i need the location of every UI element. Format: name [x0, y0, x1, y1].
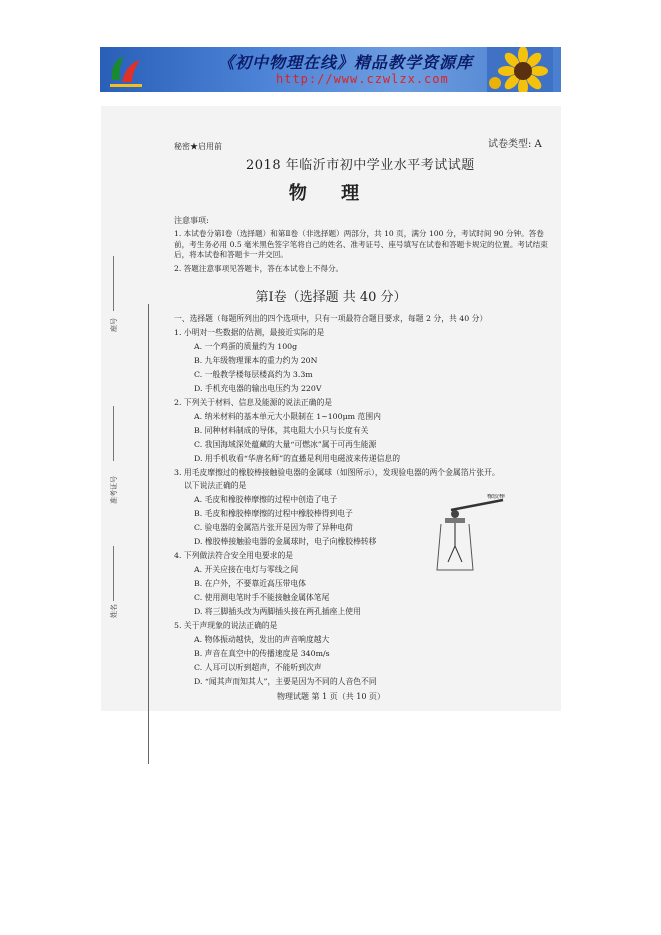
name-underline [113, 546, 114, 601]
name-label: 姓名 [110, 604, 118, 618]
option-c: C. 我国海域深处蕴藏的大量“可燃冰”属于可再生能源 [194, 440, 377, 449]
question-stem: 4. 下列做法符合安全用电要求的是 [174, 551, 294, 560]
question-stem: 2. 下列关于材料、信息及能源的说法正确的是 [174, 398, 333, 407]
section-heading: 一、选择题（每题所列出的四个选项中，只有一项最符合题目要求，每题 2 分，共 40 分） [174, 314, 488, 323]
option-b: B. 声音在真空中的传播速度是 340m/s [194, 649, 330, 658]
figure-label: 橡胶棒 [487, 494, 506, 500]
option-a: A. 物体振动越快，发出的声音响度越大 [194, 635, 330, 644]
note-item: 2. 答题注意事项见答题卡，答在本试卷上不得分。 [174, 264, 344, 273]
option-c: C. 验电器的金属箔片张开是因为带了异种电荷 [194, 523, 353, 532]
option-d: D. 橡胶棒接触验电器的金属球时，电子向橡胶棒转移 [194, 537, 377, 546]
subject-title: 物 理 [288, 183, 374, 204]
exam-title: 2018 年临沂市初中学业水平考试试题 [246, 158, 475, 173]
option-a: A. 一个鸡蛋的质量约为 100g [194, 342, 298, 351]
option-a: A. 毛皮和橡胶棒摩擦的过程中创造了电子 [194, 495, 338, 504]
option-c: C. 使用测电笔时手不能接触金属体笔尾 [194, 593, 330, 602]
option-d: D. “闻其声而知其人”，主要是因为不同的人音色不同 [194, 677, 377, 686]
option-a: A. 纳米材料的基本单元大小限制在 1~100μm 范围内 [194, 412, 381, 421]
option-c: C. 人耳可以听到超声，不能听到次声 [194, 663, 322, 672]
paper-type: 试卷类型: A [488, 139, 542, 150]
option-b: B. 九年级物理课本的重力约为 20N [194, 356, 318, 365]
ticket-label: 准考证号 [110, 476, 118, 504]
banner-title: 《初中物理在线》精品教学资源库 [218, 53, 474, 72]
option-a: A. 开关应接在电灯与零线之间 [194, 565, 299, 574]
option-b: B. 同种材料制成的导体，其电阻大小只与长度有关 [194, 426, 369, 435]
notes-heading: 注意事项: [174, 216, 209, 225]
banner [100, 47, 561, 92]
page-footer: 物理试题 第 1 页（共 10 页） [277, 692, 385, 701]
note-item: 1. 本试卷分第Ⅰ卷（选择题）和第Ⅱ卷（非选择题）两部分，共 10 页，满分 100 分，考试时间 90 分钟。答卷前，考生务必用 0.5 毫米黑色签字笔将自己的姓名、准考证号、座号填写在试卷和答题卡规定的位置。考试结束后，将本试卷和答题卡一并交回。 [174, 229, 548, 259]
option-d: D. 用手机收看“华唐名师”的直播是利用电磁波来传递信息的 [194, 454, 401, 463]
secret-mark: 秘密★启用前 [174, 142, 222, 151]
question-stem-continued: 以下说法正确的是 [184, 481, 247, 490]
ticket-underline [113, 406, 114, 461]
logo-icon [106, 50, 146, 90]
question-stem: 5. 关于声现象的说法正确的是 [174, 621, 278, 630]
electroscope-figure [431, 494, 521, 574]
exam-page [101, 106, 561, 711]
sunflower-icon [487, 47, 553, 92]
seat-label: 座号 [110, 318, 118, 332]
option-d: D. 将三脚插头改为两脚插头接在两孔插座上使用 [194, 607, 361, 616]
question-stem: 1. 小明对一些数据的估测，最接近实际的是 [174, 328, 325, 337]
option-b: B. 在户外，不要靠近高压带电体 [194, 579, 307, 588]
option-c: C. 一般教学楼每层楼高约为 3.3m [194, 370, 313, 379]
part-title: 第Ⅰ卷（选择题 共 40 分） [255, 290, 407, 305]
question-stem: 3. 用毛皮摩擦过的橡胶棒接触验电器的金属球（如图所示），发现验电器的两个金属箔片张开。 [174, 468, 500, 477]
banner-url[interactable]: http://www.czwlzx.com [276, 72, 449, 86]
option-b: B. 毛皮和橡胶棒摩擦的过程中橡胶棒得到电子 [194, 509, 353, 518]
option-d: D. 手机充电器的输出电压约为 220V [194, 384, 322, 393]
